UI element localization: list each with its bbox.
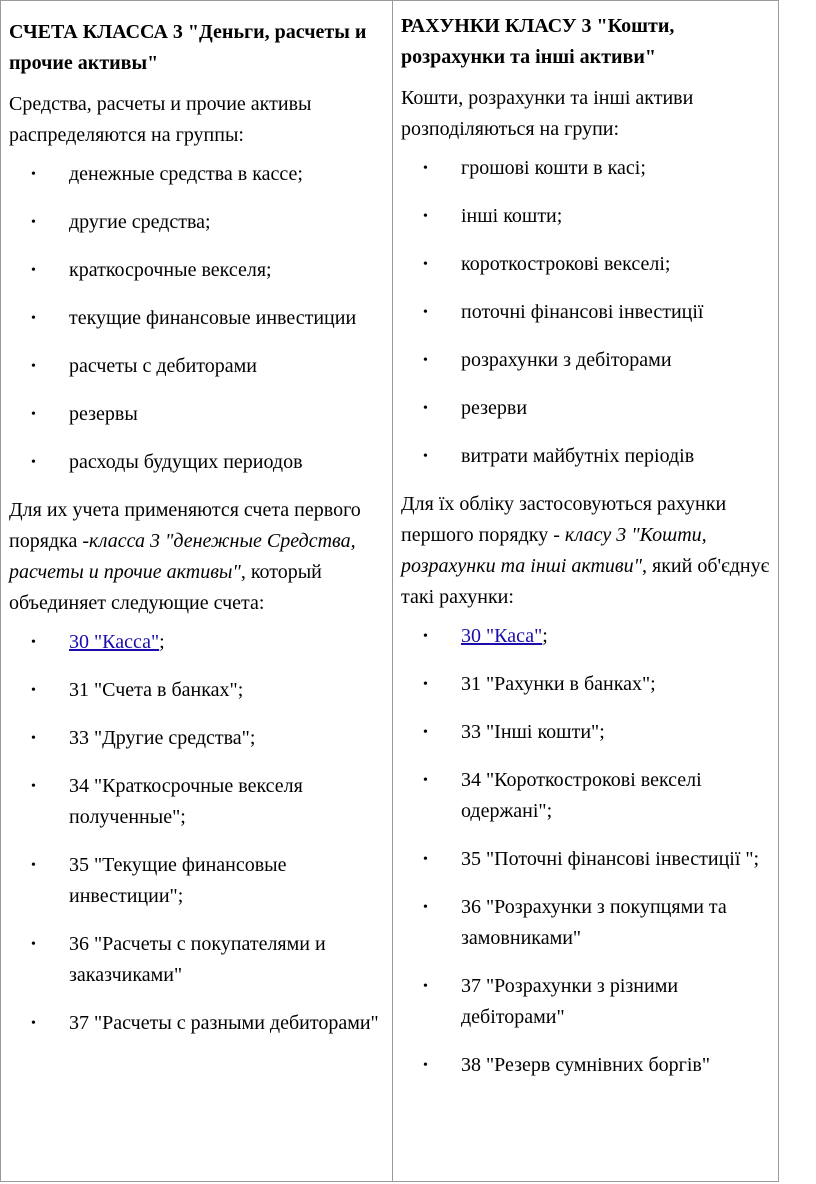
list-item: • 33 "Другие средства"; (9, 723, 384, 754)
bullet-icon: • (31, 779, 36, 794)
bullet-icon: • (31, 937, 36, 952)
list-item: • денежные средства в кассе; (9, 159, 384, 190)
left-intro: Средства, расчеты и прочие активы распределяются на группы: (9, 93, 312, 146)
list-item: • поточні фінансові інвестиції (401, 297, 770, 328)
list-item: • 30 "Каса"; (401, 621, 770, 652)
bullet-icon: • (31, 263, 36, 278)
bullet-icon: • (423, 629, 428, 644)
left-groups-list (9, 159, 384, 478)
list-item: • витрати майбутніх періодів (401, 441, 770, 472)
list-item: • 34 "Краткосрочные векселя полученные"; (9, 771, 384, 833)
right-groups-list (401, 153, 770, 472)
list-item: • расчеты с дебиторами (9, 351, 384, 382)
bullet-icon: • (423, 900, 428, 915)
bullet-icon: • (31, 731, 36, 746)
list-item: • 31 "Счета в банках"; (9, 675, 384, 706)
bullet-icon: • (31, 683, 36, 698)
list-item: • резервы (9, 399, 384, 430)
right-accounts-paragraph: Для їх обліку застосовуються рахунки першого порядку - класу 3 "Кошти, розрахунки та інші активи", який об'єднує такі рахунки: (401, 493, 770, 608)
list-item: • 37 "Розрахунки з різними дебіторами" (401, 971, 770, 1033)
left-column-cell (1, 1, 393, 1182)
bullet-icon: • (423, 1058, 428, 1073)
bullet-icon: • (31, 635, 36, 650)
left-accounts-paragraph: Для их учета применяются счета первого порядка -класса 3 "денежные Средства, расчеты и прочие активы", который объединяет следующие счета: (9, 499, 361, 614)
account-30-link[interactable]: 30 "Каса" (461, 625, 543, 647)
bullet-icon: • (423, 677, 428, 692)
right-title: РАХУНКИ КЛАСУ 3 "Кошти, розрахунки та інші активи" (401, 15, 675, 68)
bullet-icon: • (31, 1016, 36, 1031)
right-column-cell (393, 1, 779, 1182)
list-item: • інші кошти; (401, 201, 770, 232)
right-accounts-list (401, 621, 770, 1081)
list-item: • розрахунки з дебіторами (401, 345, 770, 376)
bullet-icon: • (423, 257, 428, 272)
right-intro: Кошти, розрахунки та інші активи розподіляються на групи: (401, 87, 694, 140)
right-class-name: класу 3 "Кошти, розрахунки та інші активи" (401, 524, 707, 577)
list-item: • короткострокові векселі; (401, 249, 770, 280)
list-item: • 38 "Резерв сумнівних боргів" (401, 1050, 770, 1081)
bullet-icon: • (423, 401, 428, 416)
bullet-icon: • (31, 311, 36, 326)
list-item: • другие средства; (9, 207, 384, 238)
list-item: • краткосрочные векселя; (9, 255, 384, 286)
bullet-icon: • (423, 979, 428, 994)
table-row (1, 1, 779, 1182)
list-item: • расходы будущих периодов (9, 447, 384, 478)
bullet-icon: • (423, 449, 428, 464)
list-item: • 33 "Інші кошти"; (401, 717, 770, 748)
bullet-icon: • (31, 359, 36, 374)
list-item: • 31 "Рахунки в банках"; (401, 669, 770, 700)
left-title: СЧЕТА КЛАССА 3 "Деньги, расчеты и прочие активы" (9, 21, 367, 74)
bullet-icon: • (423, 852, 428, 867)
account-30-link[interactable]: 30 "Касса" (69, 631, 160, 653)
list-item: • 34 "Короткострокові векселі одержані"; (401, 765, 770, 827)
bullet-icon: • (423, 773, 428, 788)
bullet-icon: • (31, 858, 36, 873)
list-item: • 30 "Касса"; (9, 627, 384, 658)
list-item: • 35 "Поточні фінансові інвестиції "; (401, 844, 770, 875)
list-item: • 35 "Текущие финансовые инвестиции"; (9, 850, 384, 912)
bullet-icon: • (31, 167, 36, 182)
bullet-icon: • (423, 161, 428, 176)
list-item: • текущие финансовые инвестиции (9, 303, 384, 334)
list-item: • 37 "Расчеты с разными дебиторами" (9, 1008, 384, 1039)
list-item: • резерви (401, 393, 770, 424)
left-class-name: класса 3 "денежные Средства, расчеты и прочие активы" (9, 530, 356, 583)
left-accounts-list (9, 627, 384, 1039)
bullet-icon: • (31, 455, 36, 470)
bullet-icon: • (423, 305, 428, 320)
bullet-icon: • (423, 353, 428, 368)
bullet-icon: • (423, 725, 428, 740)
bullet-icon: • (31, 215, 36, 230)
list-item: • 36 "Розрахунки з покупцями та замовниками" (401, 892, 770, 954)
bullet-icon: • (31, 407, 36, 422)
bullet-icon: • (423, 209, 428, 224)
list-item: • грошові кошти в касі; (401, 153, 770, 184)
list-item: • 36 "Расчеты с покупателями и заказчиками" (9, 929, 384, 991)
